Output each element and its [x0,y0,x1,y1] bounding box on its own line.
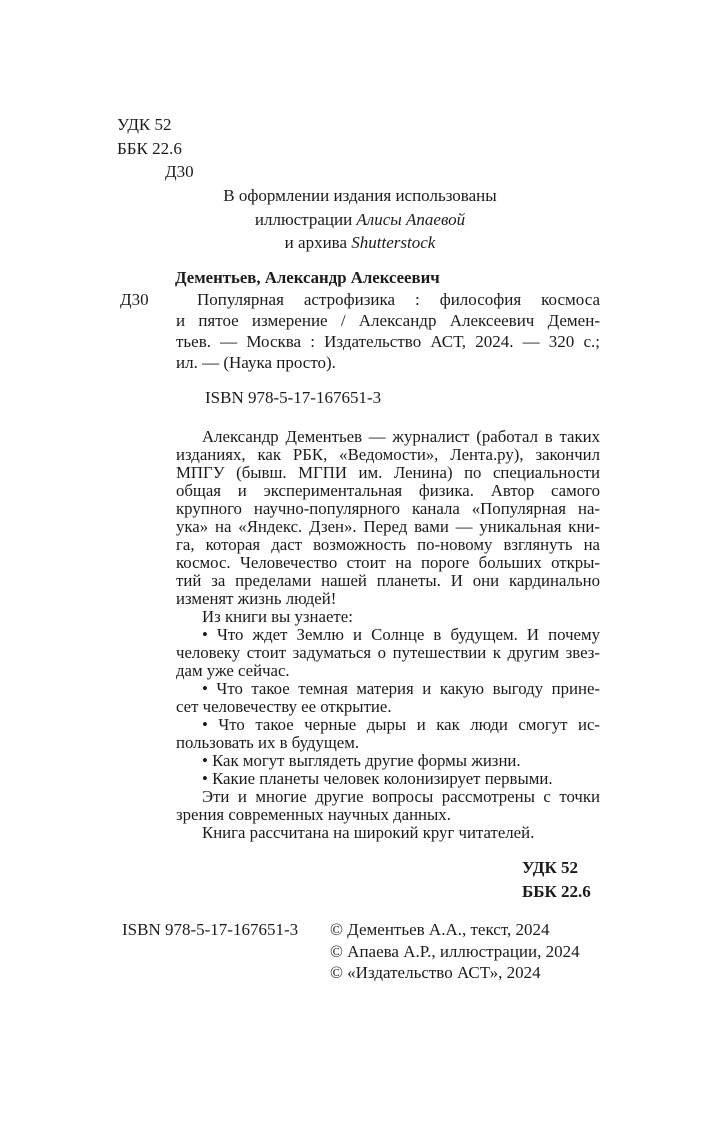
catalog-card-description [176,289,600,373]
catalog-card-line: Популярная астрофизика : философия космоса [197,290,600,309]
list-intro-line: Из книги вы узнаете: [202,607,353,626]
annotation-line: Эти и многие другие вопросы рассмотрены с точки [202,787,600,806]
bbk-code: ББК 22.6 [117,138,182,158]
catalog-card-code: Д30 [120,290,149,309]
design-credit-line: В оформлении издания использованы [223,186,497,205]
bullet-line: человеку стоит задуматься о путешествии к другим звез- [176,643,600,662]
annotation-line: общая и экспериментальная физика. Автор самого [176,481,600,500]
annotation-line: изменят жизнь людей! [176,589,337,608]
annotation-line: Книга рассчитана на широкий круг читателей. [202,823,535,842]
udk-code-bottom: УДК 52 [522,858,579,877]
bottom-classification-codes [522,856,591,903]
copyright-line: © Дементьев А.А., текст, 2024 [330,920,550,939]
bullet-line: • Что такое черные дыры и как люди смогут ис- [202,715,600,734]
catalog-card-line: тьев. — Москва : Издательство АСТ, 2024. — 320 с.; [176,332,600,351]
bullet-line: дам уже сейчас. [176,661,290,680]
design-credit-line [120,231,600,255]
isbn-number-bottom: ISBN 978-5-17-167651-3 [122,920,299,939]
annotation-line: га, которая даст возможность по-новому взглянуть на [176,535,600,554]
bbk-code-bottom: ББК 22.6 [522,881,591,901]
catalog-card-line: ил. — (Наука просто). [176,353,336,372]
copyright-line: © «Издательство АСТ», 2024 [330,963,541,983]
bullet-line: пользовать их в будущем. [176,733,360,752]
author-sign-code: Д30 [165,162,194,181]
archive-name: Shutterstock [351,233,436,252]
bullet-line: • Какие планеты человек колонизирует первыми. [202,769,553,788]
annotation-line: космос. Человечество стоит на пороге больших откры- [176,553,600,572]
illustrator-name: Алисы Апаевой [356,209,466,229]
design-credit-text: и архива [284,233,348,252]
top-classification-codes [117,113,194,184]
design-credit [120,184,600,255]
bullet-line: • Что ждет Землю и Солнце в будущем. И почему [202,625,600,644]
design-credit-text: иллюстрации [254,209,353,229]
annotation-line: МПГУ (бывш. МГПИ им. Ленина) по специальности [176,463,600,482]
annotation-line: тий за пределами нашей планеты. И они кардинально [176,571,600,590]
copyright-line: © Апаева А.Р., иллюстрации, 2024 [330,941,580,961]
isbn-number: ISBN 978-5-17-167651-3 [205,388,382,407]
author-heading: Дементьев, Александр Алексеевич [175,268,440,287]
annotation-line: изданиях, как РБК, «Ведомости», Лента.ру), закончил [176,445,600,464]
catalog-card-line: и пятое измерение / Александр Алексеевич Демен- [176,311,600,330]
annotation-line: крупного научно-популярного канала «Популярная на- [176,499,600,518]
annotation-line: ука» на «Яндекс. Дзен». Перед вами — уникальная кни- [176,517,600,536]
bullet-line: сет человечеству ее открытие. [176,697,392,716]
design-credit-line [120,208,600,232]
udk-code: УДК 52 [117,115,172,134]
bullet-line: • Как могут выглядеть другие формы жизни. [202,751,521,770]
annotation-line: зрения современных научных данных. [176,805,451,824]
annotation-line: Александр Дементьев — журналист (работал в таких [202,427,600,446]
copyright-block [330,919,580,984]
annotation-text [176,428,600,842]
bullet-line: • Что такое темная материя и какую выгоду прине- [202,679,600,698]
